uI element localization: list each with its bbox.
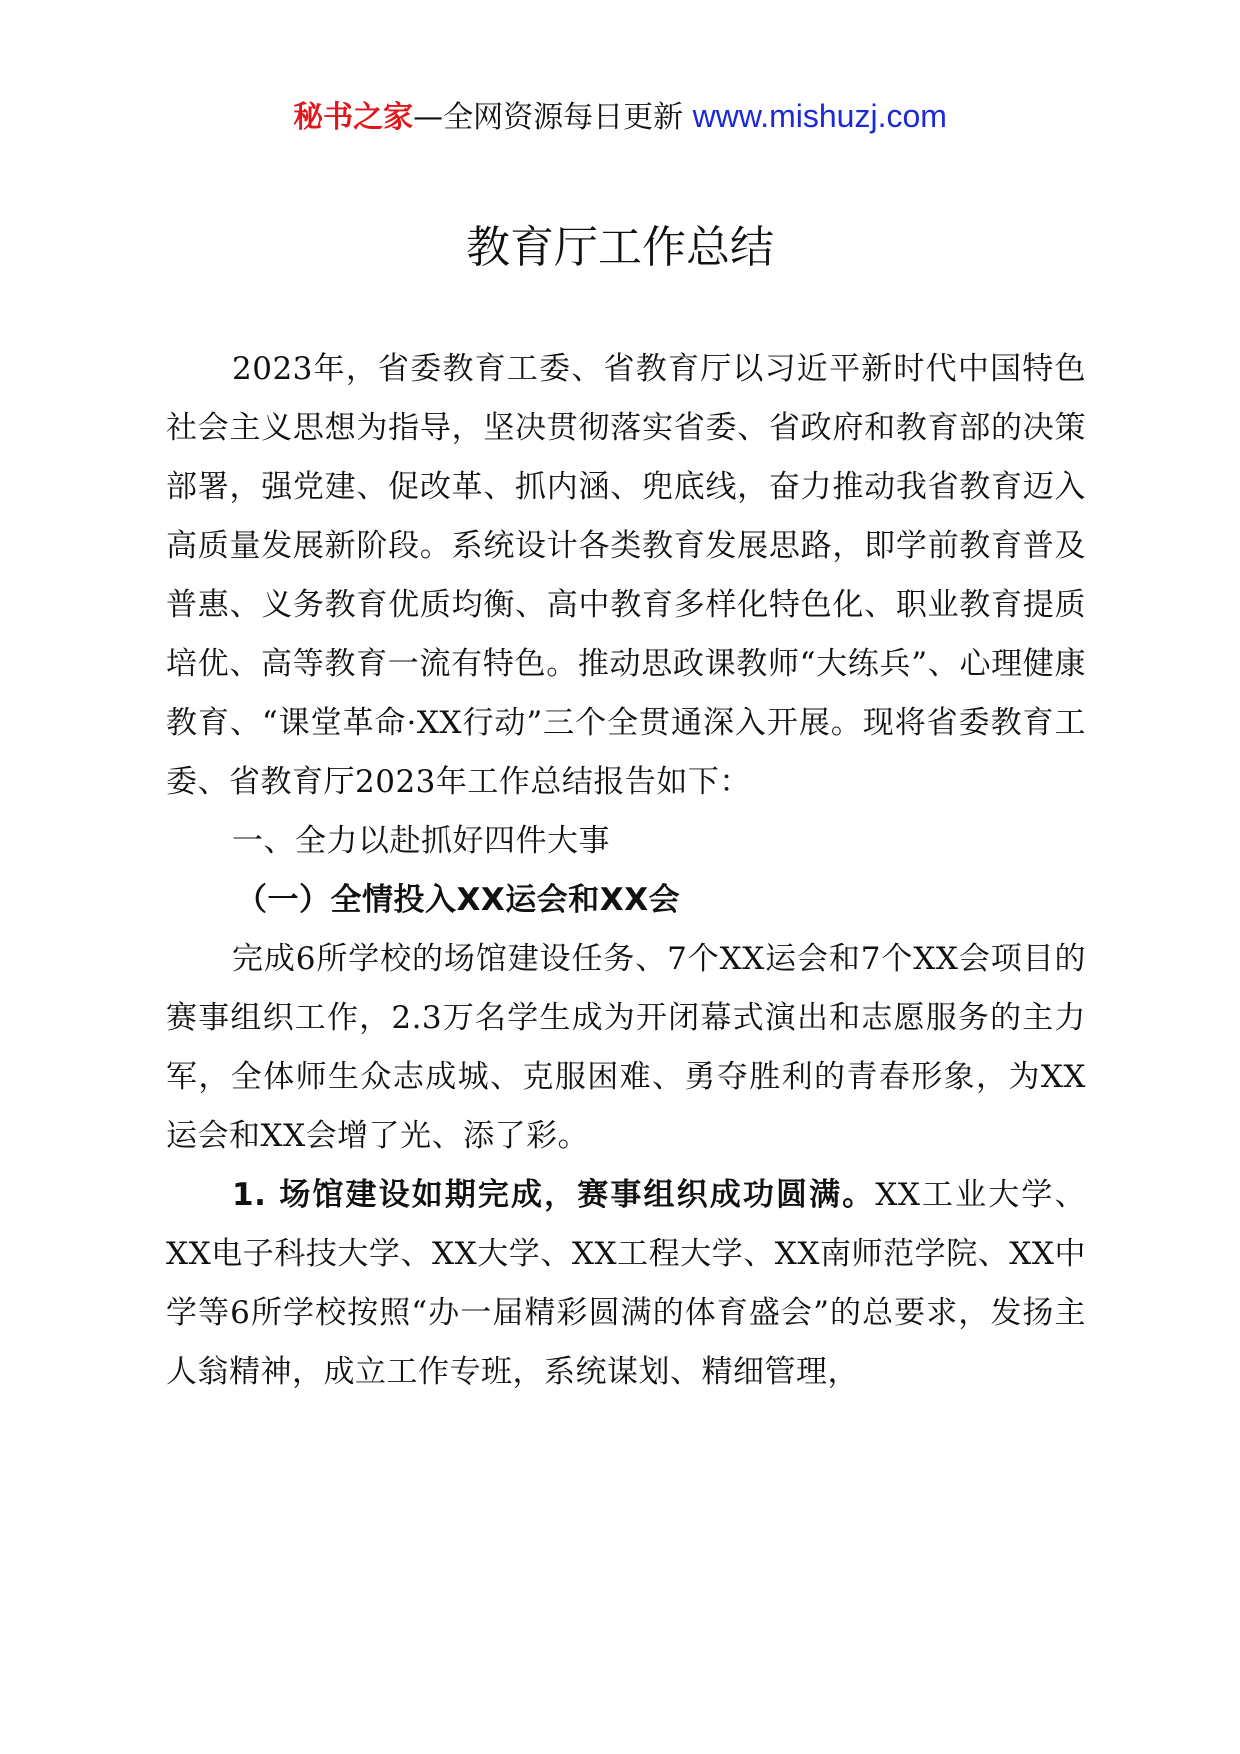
item-lead: 1. 场馆建设如期完成，赛事组织成功圆满。 — [232, 1177, 876, 1213]
site-brand: 秘书之家 — [293, 100, 414, 135]
site-url[interactable]: www.mishuzj.com — [692, 98, 947, 134]
site-tagline: —全网资源每日更新 — [413, 100, 693, 135]
subsection-heading: （一）全情投入XX运会和XX会 — [236, 882, 681, 918]
document-title: 教育厅工作总结 — [466, 222, 774, 273]
item-paragraph — [166, 1166, 1086, 1402]
intro-paragraph: 2023年，省委教育工委、省教育厅以习近平新时代中国特色社会主义思想为指导，坚决贯彻落实省委、省政府和教育部的决策部署，强党建、促改革、抓内涵、兜底线，奋力推动我省教育迈入高质量发展新阶段。系统设计各类教育发展思路，即学前教育普及普惠、义务教育优质均衡、高中教育多样化特色化、职业教育提质培优、高等教育一流有特色。推动思政课教师“大练兵”、心理健康教育、“课堂革命·XX行动”三个全贯通深入开展。现将省委教育工委、省教育厅2023年工作总结报告如下： — [166, 351, 1086, 800]
site-header — [0, 96, 1240, 138]
subsection-paragraph: 完成6所学校的场馆建设任务、7个XX运会和7个XX会项目的赛事组织工作，2.3万名学生成为开闭幕式演出和志愿服务的主力军，全体师生众志成城、克服困难、勇夺胜利的青春形象，为XX运会和XX会增了光、添了彩。 — [166, 941, 1086, 1154]
document-body — [166, 340, 1086, 1402]
item-text: XX工业大学、XX电子科技大学、XX大学、XX工程大学、XX南师范学院、XX中学等6所学校按照“办一届精彩圆满的体育盛会”的总要求，发扬主人翁精神，成立工作专班，系统谋划、精细管理， — [166, 1177, 1087, 1390]
section-heading: 一、全力以赴抓好四件大事 — [232, 823, 610, 859]
